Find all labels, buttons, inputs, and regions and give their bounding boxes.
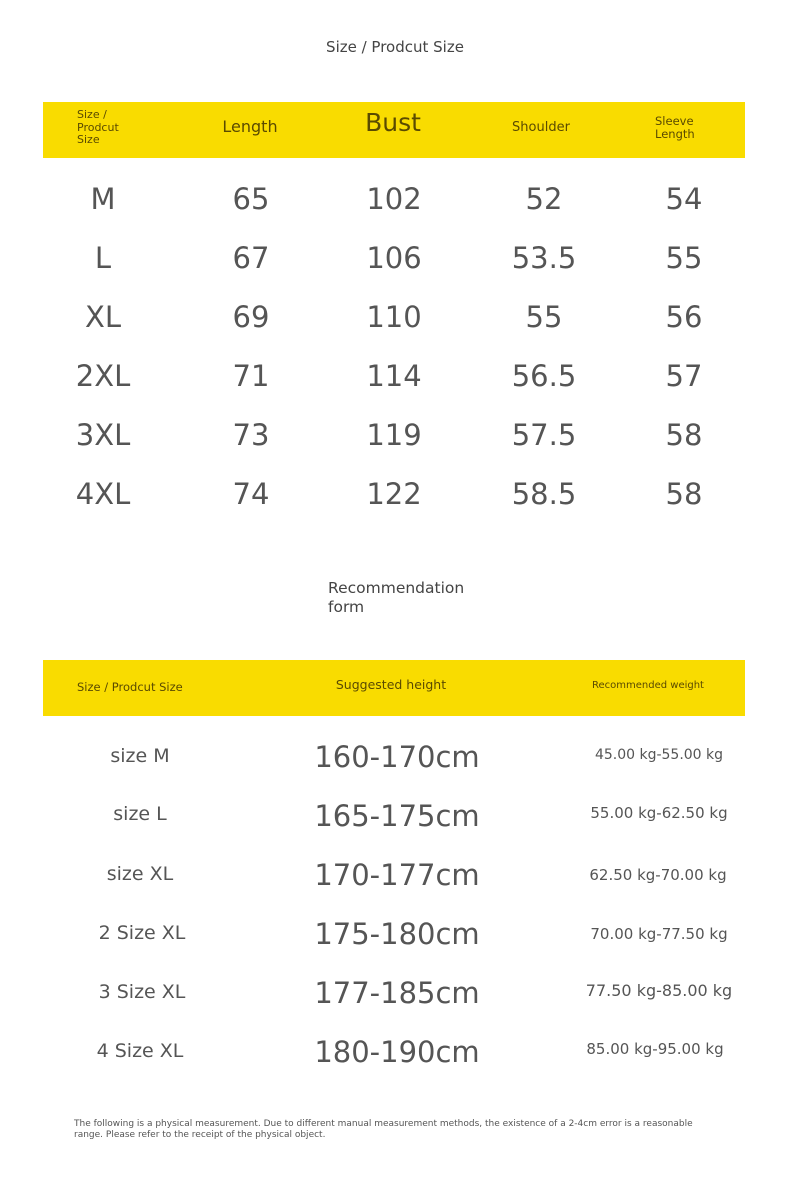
cell-rec-weight: 62.50 kg-70.00 kg bbox=[589, 866, 727, 884]
cell-rec-size: size XL bbox=[106, 863, 174, 885]
cell-rec-weight: 45.00 kg-55.00 kg bbox=[594, 747, 724, 763]
cell-size: XL bbox=[84, 300, 122, 334]
cell-size: L bbox=[94, 241, 112, 275]
cell-bust: 119 bbox=[366, 418, 422, 452]
cell-sleeve: 55 bbox=[665, 241, 703, 275]
cell-rec-height: 165-175cm bbox=[314, 799, 480, 833]
cell-rec-size: 3 Size XL bbox=[98, 981, 186, 1003]
header-recommended-weight: Recommended weight bbox=[592, 680, 704, 691]
cell-size: 4XL bbox=[75, 477, 131, 511]
cell-sleeve: 54 bbox=[665, 182, 703, 216]
cell-bust: 106 bbox=[366, 241, 422, 275]
cell-size: 2XL bbox=[75, 359, 131, 393]
cell-rec-size: size M bbox=[110, 745, 170, 767]
header-suggested-height: Suggested height bbox=[335, 677, 447, 692]
cell-length: 74 bbox=[232, 477, 270, 511]
cell-size: M bbox=[90, 182, 116, 216]
cell-rec-height: 177-185cm bbox=[314, 976, 480, 1010]
cell-bust: 122 bbox=[366, 477, 422, 511]
cell-rec-height: 170-177cm bbox=[314, 858, 480, 892]
cell-rec-height: 180-190cm bbox=[314, 1035, 480, 1069]
size-table-header bbox=[43, 102, 745, 158]
cell-size: 3XL bbox=[75, 418, 131, 452]
header-size: Size / Prodcut Size bbox=[77, 108, 119, 147]
cell-rec-height: 160-170cm bbox=[314, 740, 480, 774]
cell-shoulder: 58.5 bbox=[511, 477, 577, 511]
cell-rec-weight: 77.50 kg-85.00 kg bbox=[585, 981, 733, 1000]
cell-rec-height: 175-180cm bbox=[314, 917, 480, 951]
cell-shoulder: 57.5 bbox=[511, 418, 577, 452]
cell-length: 65 bbox=[232, 182, 270, 216]
cell-bust: 114 bbox=[366, 359, 422, 393]
recommendation-header bbox=[43, 660, 745, 716]
cell-bust: 110 bbox=[366, 300, 422, 334]
cell-sleeve: 57 bbox=[665, 359, 703, 393]
cell-shoulder: 53.5 bbox=[511, 241, 577, 275]
cell-sleeve: 58 bbox=[665, 477, 703, 511]
header-shoulder: Shoulder bbox=[512, 120, 570, 135]
cell-length: 71 bbox=[232, 359, 270, 393]
cell-rec-size: size L bbox=[113, 803, 167, 825]
header-length: Length bbox=[222, 117, 278, 136]
size-table-title: Size / Prodcut Size bbox=[326, 38, 464, 56]
cell-rec-size: 4 Size XL bbox=[96, 1040, 184, 1062]
cell-rec-weight: 55.00 kg-62.50 kg bbox=[590, 804, 728, 822]
cell-bust: 102 bbox=[366, 182, 422, 216]
recommendation-title: Recommendation form bbox=[328, 579, 465, 617]
cell-sleeve: 58 bbox=[665, 418, 703, 452]
cell-rec-size: 2 Size XL bbox=[98, 922, 186, 944]
cell-sleeve: 56 bbox=[665, 300, 703, 334]
header-sleeve-length: Sleeve Length bbox=[655, 114, 695, 142]
header-bust: Bust bbox=[365, 108, 421, 137]
cell-length: 69 bbox=[232, 300, 270, 334]
cell-rec-weight: 85.00 kg-95.00 kg bbox=[586, 1040, 724, 1058]
cell-shoulder: 56.5 bbox=[511, 359, 577, 393]
cell-length: 67 bbox=[232, 241, 270, 275]
cell-rec-weight: 70.00 kg-77.50 kg bbox=[590, 925, 728, 943]
cell-length: 73 bbox=[232, 418, 270, 452]
cell-shoulder: 55 bbox=[525, 300, 563, 334]
measurement-footnote: The following is a physical measurement. Due to different manual measurement methods, the existence of a 2-4cm error is a reasonable range. Please refer to the receipt of the physical object. bbox=[74, 1119, 693, 1141]
cell-shoulder: 52 bbox=[525, 182, 563, 216]
header-rec-size: Size / Prodcut Size bbox=[77, 680, 183, 694]
